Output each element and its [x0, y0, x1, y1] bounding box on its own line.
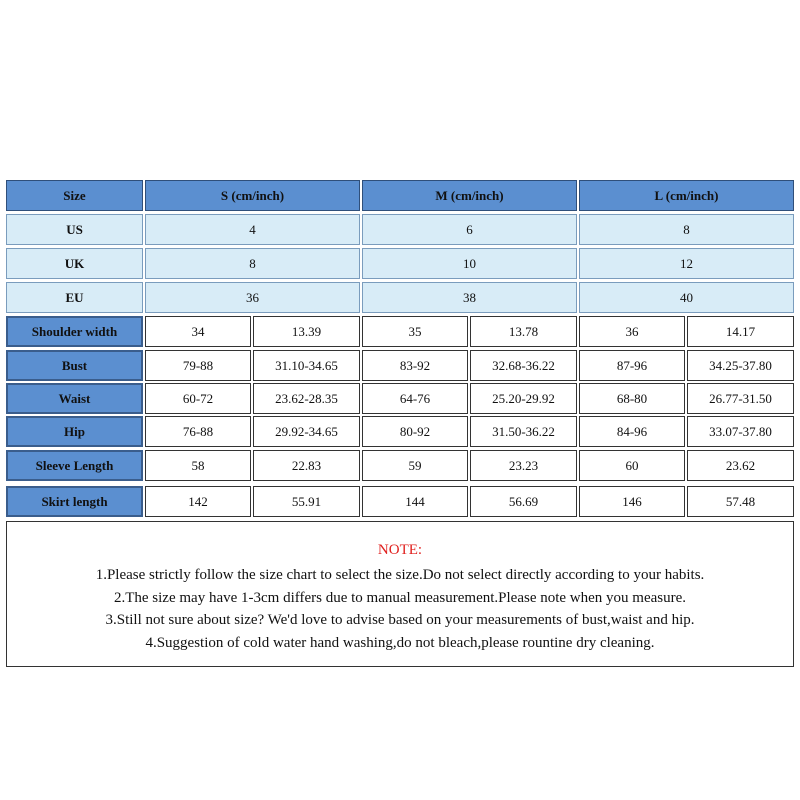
size-header-label: Size	[6, 180, 143, 211]
us-s-value: 4	[145, 214, 360, 245]
hip-row	[6, 416, 794, 447]
note-line-3: 3.Still not sure about size? We'd love to advise based on your measurements of bust,waist and hip.	[105, 612, 695, 628]
shoulder-width-l-cm: 36	[579, 316, 685, 347]
us-m-value: 6	[362, 214, 577, 245]
waist-row	[6, 383, 794, 414]
eu-l-value: 40	[579, 282, 794, 313]
note-line-4: 4.Suggestion of cold water hand washing,do not bleach,please rountine dry cleaning.	[145, 634, 655, 651]
shoulder-width-m-cm: 35	[362, 316, 468, 347]
skirt-length-label: Skirt length	[6, 486, 143, 517]
skirt-length-s-inch: 55.91	[253, 486, 360, 517]
waist-s-cm: 60-72	[145, 383, 251, 414]
hip-l-cm: 84-96	[579, 416, 685, 447]
sleeve-length-m-inch: 23.23	[470, 450, 577, 481]
size-l-header: L (cm/inch)	[579, 180, 794, 211]
hip-s-inch: 29.92-34.65	[253, 416, 360, 447]
waist-l-cm: 68-80	[579, 383, 685, 414]
us-label: US	[6, 214, 143, 245]
shoulder-width-s-inch: 13.39	[253, 316, 360, 347]
size-header-row	[6, 180, 794, 211]
skirt-length-row	[6, 486, 794, 517]
uk-label: UK	[6, 248, 143, 279]
us-row	[6, 214, 794, 245]
sleeve-length-row	[6, 450, 794, 481]
note-title: NOTE:	[377, 542, 423, 558]
skirt-length-l-cm: 146	[579, 486, 685, 517]
shoulder-width-row	[6, 316, 794, 347]
uk-l-value: 12	[579, 248, 794, 279]
bust-l-cm: 87-96	[579, 350, 685, 381]
size-s-header: S (cm/inch)	[145, 180, 360, 211]
notes-box	[6, 521, 794, 667]
hip-l-inch: 33.07-37.80	[687, 416, 794, 447]
skirt-length-s-cm: 142	[145, 486, 251, 517]
sleeve-length-label: Sleeve Length	[6, 450, 143, 481]
skirt-length-m-inch: 56.69	[470, 486, 577, 517]
size-m-header: M (cm/inch)	[362, 180, 577, 211]
waist-m-cm: 64-76	[362, 383, 468, 414]
hip-label: Hip	[6, 416, 143, 447]
waist-s-inch: 23.62-28.35	[253, 383, 360, 414]
sleeve-length-s-inch: 22.83	[253, 450, 360, 481]
eu-s-value: 36	[145, 282, 360, 313]
sleeve-length-m-cm: 59	[362, 450, 468, 481]
eu-m-value: 38	[362, 282, 577, 313]
waist-m-inch: 25.20-29.92	[470, 383, 577, 414]
bust-l-inch: 34.25-37.80	[687, 350, 794, 381]
eu-row	[6, 282, 794, 313]
bust-m-cm: 83-92	[362, 350, 468, 381]
hip-m-cm: 80-92	[362, 416, 468, 447]
shoulder-width-m-inch: 13.78	[470, 316, 577, 347]
shoulder-width-s-cm: 34	[145, 316, 251, 347]
shoulder-width-label: Shoulder width	[6, 316, 143, 347]
sleeve-length-l-inch: 23.62	[687, 450, 794, 481]
bust-m-inch: 32.68-36.22	[470, 350, 577, 381]
note-line-2: 2.The size may have 1-3cm differs due to manual measurement.Please note when you measure.	[113, 589, 687, 606]
waist-l-inch: 26.77-31.50	[687, 383, 794, 414]
note-line-1: 1.Please strictly follow the size chart to select the size.Do not select directly according to your habits.	[95, 567, 705, 583]
uk-s-value: 8	[145, 248, 360, 279]
sleeve-length-l-cm: 60	[579, 450, 685, 481]
shoulder-width-l-inch: 14.17	[687, 316, 794, 347]
skirt-length-l-inch: 57.48	[687, 486, 794, 517]
bust-s-inch: 31.10-34.65	[253, 350, 360, 381]
waist-label: Waist	[6, 383, 143, 414]
us-l-value: 8	[579, 214, 794, 245]
uk-row	[6, 248, 794, 279]
skirt-length-m-cm: 144	[362, 486, 468, 517]
uk-m-value: 10	[362, 248, 577, 279]
hip-m-inch: 31.50-36.22	[470, 416, 577, 447]
bust-s-cm: 79-88	[145, 350, 251, 381]
hip-s-cm: 76-88	[145, 416, 251, 447]
eu-label: EU	[6, 282, 143, 313]
sleeve-length-s-cm: 58	[145, 450, 251, 481]
bust-row	[6, 350, 794, 381]
bust-label: Bust	[6, 350, 143, 381]
